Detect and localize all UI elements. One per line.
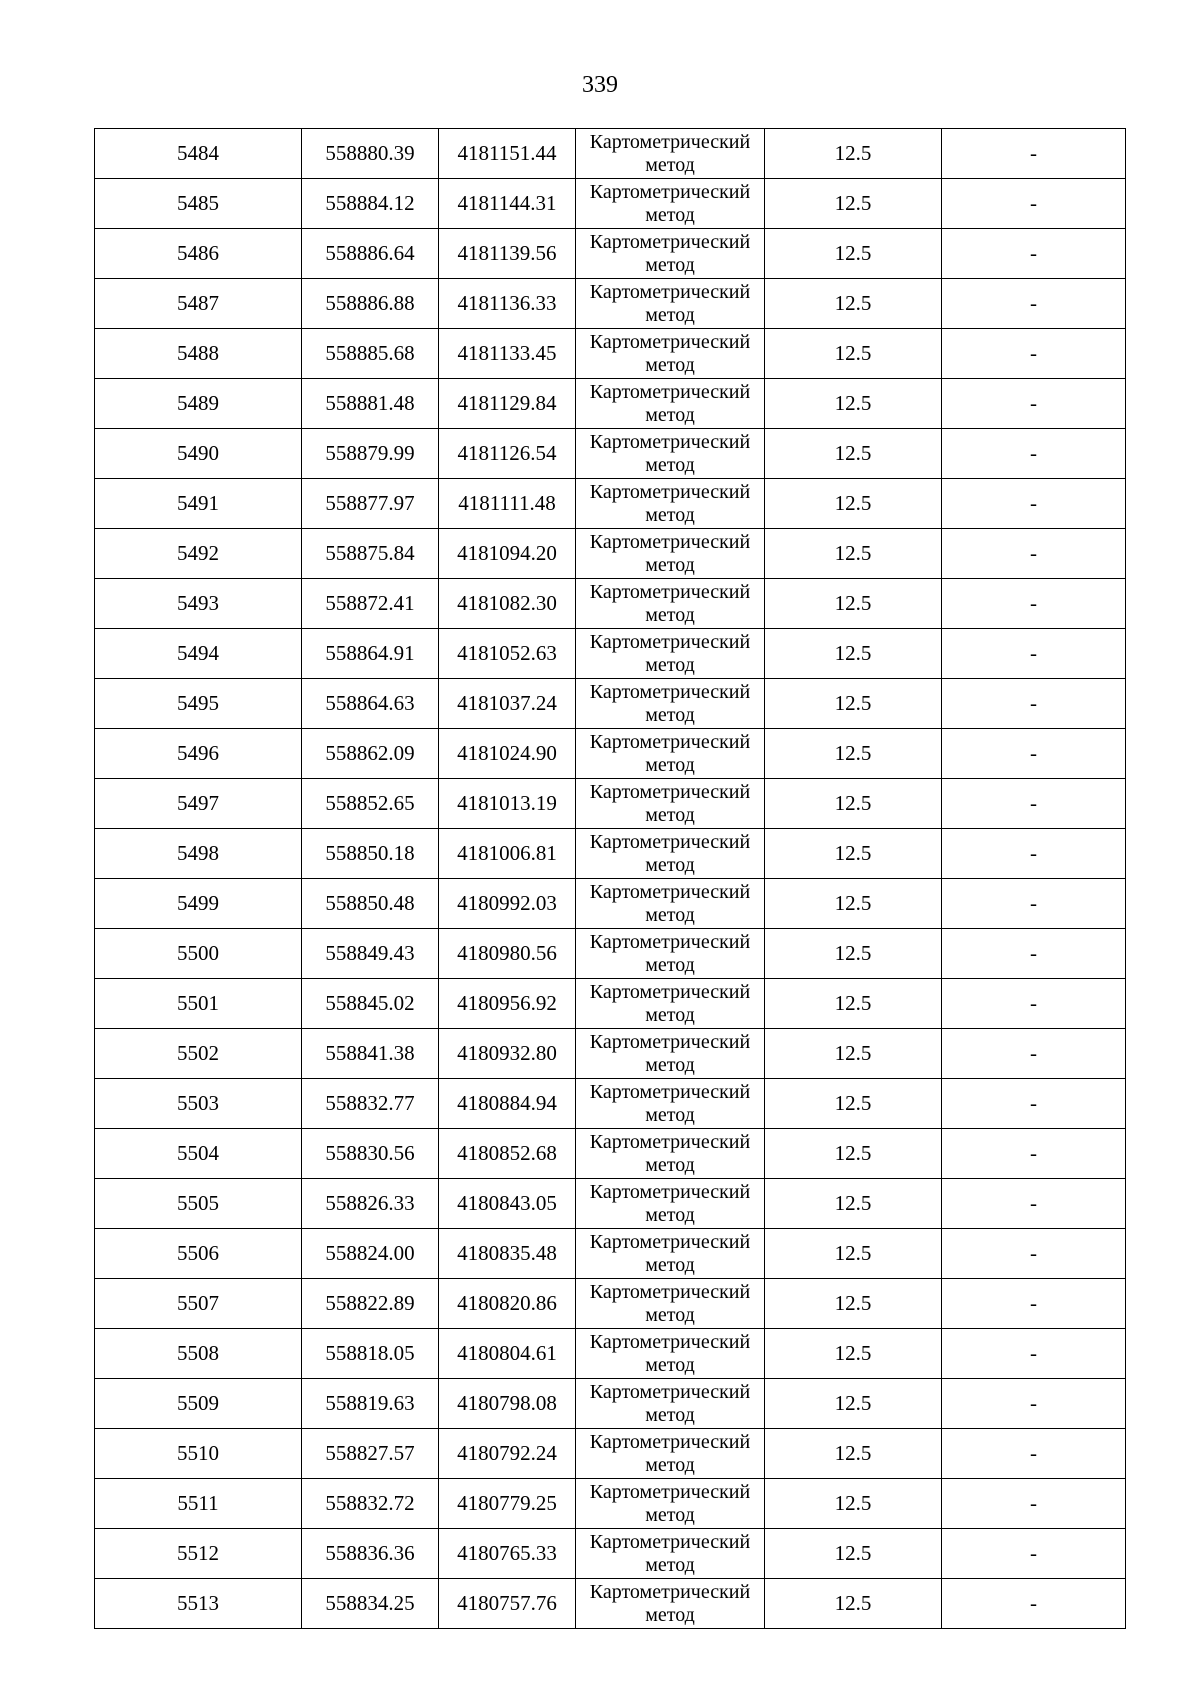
table-row (95, 1079, 1126, 1129)
x-coordinate-cell: 558822.89 (302, 1279, 439, 1329)
accuracy-cell: 12.5 (765, 1279, 942, 1329)
x-coordinate-cell: 558834.25 (302, 1579, 439, 1629)
note-cell: - (942, 229, 1126, 279)
method-cell (576, 329, 765, 379)
accuracy-cell: 12.5 (765, 779, 942, 829)
accuracy-cell: 12.5 (765, 129, 942, 179)
note-cell: - (942, 629, 1126, 679)
note-cell: - (942, 1529, 1126, 1579)
accuracy-cell: 12.5 (765, 1479, 942, 1529)
table-row (95, 829, 1126, 879)
y-coordinate-cell: 4181151.44 (439, 129, 576, 179)
table-row (95, 629, 1126, 679)
table-row (95, 1279, 1126, 1329)
accuracy-cell: 12.5 (765, 729, 942, 779)
table-row (95, 579, 1126, 629)
point-number-cell: 5487 (95, 279, 302, 329)
x-coordinate-cell: 558845.02 (302, 979, 439, 1029)
point-number-cell: 5513 (95, 1579, 302, 1629)
x-coordinate-cell: 558836.36 (302, 1529, 439, 1579)
x-coordinate-cell: 558879.99 (302, 429, 439, 479)
point-number-cell: 5501 (95, 979, 302, 1029)
accuracy-cell: 12.5 (765, 1079, 942, 1129)
method-line-1: Картометрический (589, 1130, 751, 1153)
method-cell (576, 1129, 765, 1179)
table-row (95, 479, 1126, 529)
method-cell (576, 779, 765, 829)
method-line-1: Картометрический (589, 880, 751, 903)
accuracy-cell: 12.5 (765, 529, 942, 579)
point-number-cell: 5488 (95, 329, 302, 379)
table-row (95, 1329, 1126, 1379)
method-line-1: Картометрический (589, 230, 751, 253)
method-line-2: метод (645, 1253, 695, 1276)
x-coordinate-cell: 558832.77 (302, 1079, 439, 1129)
table-row (95, 879, 1126, 929)
x-coordinate-cell: 558864.91 (302, 629, 439, 679)
method-line-2: метод (645, 653, 695, 676)
table-row (95, 1179, 1126, 1229)
y-coordinate-cell: 4180852.68 (439, 1129, 576, 1179)
table-row (95, 1529, 1126, 1579)
y-coordinate-cell: 4180798.08 (439, 1379, 576, 1429)
method-line-1: Картометрический (589, 1280, 751, 1303)
y-coordinate-cell: 4181024.90 (439, 729, 576, 779)
table-row (95, 129, 1126, 179)
note-cell: - (942, 1079, 1126, 1129)
method-line-1: Картометрический (589, 580, 751, 603)
method-line-2: метод (645, 453, 695, 476)
method-cell (576, 229, 765, 279)
y-coordinate-cell: 4180792.24 (439, 1429, 576, 1479)
method-cell (576, 1429, 765, 1479)
method-line-1: Картометрический (589, 1530, 751, 1553)
accuracy-cell: 12.5 (765, 979, 942, 1029)
table-body (95, 129, 1126, 1629)
x-coordinate-cell: 558886.64 (302, 229, 439, 279)
method-line-1: Картометрический (589, 1330, 751, 1353)
table-row (95, 1029, 1126, 1079)
accuracy-cell: 12.5 (765, 579, 942, 629)
point-number-cell: 5496 (95, 729, 302, 779)
x-coordinate-cell: 558849.43 (302, 929, 439, 979)
method-line-1: Картометрический (589, 830, 751, 853)
point-number-cell: 5486 (95, 229, 302, 279)
point-number-cell: 5499 (95, 879, 302, 929)
method-cell (576, 1229, 765, 1279)
accuracy-cell: 12.5 (765, 1429, 942, 1479)
page-number: 339 (582, 72, 618, 98)
note-cell: - (942, 1029, 1126, 1079)
method-cell (576, 429, 765, 479)
table-row (95, 1579, 1126, 1629)
note-cell: - (942, 779, 1126, 829)
point-number-cell: 5495 (95, 679, 302, 729)
table-row (95, 379, 1126, 429)
accuracy-cell: 12.5 (765, 479, 942, 529)
point-number-cell: 5512 (95, 1529, 302, 1579)
note-cell: - (942, 979, 1126, 1029)
note-cell: - (942, 729, 1126, 779)
accuracy-cell: 12.5 (765, 229, 942, 279)
method-cell (576, 379, 765, 429)
point-number-cell: 5506 (95, 1229, 302, 1279)
method-line-1: Картометрический (589, 1080, 751, 1103)
note-cell: - (942, 929, 1126, 979)
note-cell: - (942, 1179, 1126, 1229)
method-line-1: Картометрический (589, 330, 751, 353)
note-cell: - (942, 1129, 1126, 1179)
y-coordinate-cell: 4181136.33 (439, 279, 576, 329)
y-coordinate-cell: 4180843.05 (439, 1179, 576, 1229)
accuracy-cell: 12.5 (765, 1129, 942, 1179)
method-line-2: метод (645, 803, 695, 826)
x-coordinate-cell: 558872.41 (302, 579, 439, 629)
method-cell (576, 579, 765, 629)
accuracy-cell: 12.5 (765, 1329, 942, 1379)
point-number-cell: 5510 (95, 1429, 302, 1479)
y-coordinate-cell: 4180992.03 (439, 879, 576, 929)
point-number-cell: 5491 (95, 479, 302, 529)
x-coordinate-cell: 558841.38 (302, 1029, 439, 1079)
method-line-2: метод (645, 1103, 695, 1126)
method-cell (576, 479, 765, 529)
method-cell (576, 1579, 765, 1629)
x-coordinate-cell: 558881.48 (302, 379, 439, 429)
point-number-cell: 5504 (95, 1129, 302, 1179)
point-number-cell: 5503 (95, 1079, 302, 1129)
point-number-cell: 5492 (95, 529, 302, 579)
method-cell (576, 879, 765, 929)
method-line-1: Картометрический (589, 1030, 751, 1053)
y-coordinate-cell: 4180980.56 (439, 929, 576, 979)
x-coordinate-cell: 558877.97 (302, 479, 439, 529)
method-cell (576, 1379, 765, 1429)
x-coordinate-cell: 558827.57 (302, 1429, 439, 1479)
method-line-2: метод (645, 1603, 695, 1626)
note-cell: - (942, 1429, 1126, 1479)
x-coordinate-cell: 558830.56 (302, 1129, 439, 1179)
y-coordinate-cell: 4181052.63 (439, 629, 576, 679)
method-line-2: метод (645, 1153, 695, 1176)
y-coordinate-cell: 4180835.48 (439, 1229, 576, 1279)
method-cell (576, 1179, 765, 1229)
method-line-1: Картометрический (589, 1380, 751, 1403)
point-number-cell: 5508 (95, 1329, 302, 1379)
note-cell: - (942, 1329, 1126, 1379)
point-number-cell: 5509 (95, 1379, 302, 1429)
table-row (95, 929, 1126, 979)
method-cell (576, 1479, 765, 1529)
method-line-2: метод (645, 353, 695, 376)
method-line-2: метод (645, 1003, 695, 1026)
method-line-1: Картометрический (589, 1180, 751, 1203)
table-row (95, 779, 1126, 829)
method-line-1: Картометрический (589, 430, 751, 453)
y-coordinate-cell: 4180757.76 (439, 1579, 576, 1629)
x-coordinate-cell: 558832.72 (302, 1479, 439, 1529)
point-number-cell: 5500 (95, 929, 302, 979)
y-coordinate-cell: 4181111.48 (439, 479, 576, 529)
method-line-2: метод (645, 603, 695, 626)
x-coordinate-cell: 558852.65 (302, 779, 439, 829)
method-line-1: Картометрический (589, 930, 751, 953)
note-cell: - (942, 1579, 1126, 1629)
accuracy-cell: 12.5 (765, 679, 942, 729)
table-row (95, 1129, 1126, 1179)
method-cell (576, 1079, 765, 1129)
table-row (95, 1229, 1126, 1279)
method-cell (576, 129, 765, 179)
accuracy-cell: 12.5 (765, 179, 942, 229)
x-coordinate-cell: 558885.68 (302, 329, 439, 379)
accuracy-cell: 12.5 (765, 629, 942, 679)
method-line-2: метод (645, 303, 695, 326)
note-cell: - (942, 679, 1126, 729)
method-line-1: Картометрический (589, 1480, 751, 1503)
method-line-2: метод (645, 1203, 695, 1226)
point-number-cell: 5484 (95, 129, 302, 179)
accuracy-cell: 12.5 (765, 879, 942, 929)
y-coordinate-cell: 4181139.56 (439, 229, 576, 279)
note-cell: - (942, 129, 1126, 179)
x-coordinate-cell: 558824.00 (302, 1229, 439, 1279)
method-line-1: Картометрический (589, 980, 751, 1003)
x-coordinate-cell: 558850.48 (302, 879, 439, 929)
accuracy-cell: 12.5 (765, 1179, 942, 1229)
note-cell: - (942, 1479, 1126, 1529)
note-cell: - (942, 1229, 1126, 1279)
point-number-cell: 5485 (95, 179, 302, 229)
method-line-1: Картометрический (589, 630, 751, 653)
accuracy-cell: 12.5 (765, 379, 942, 429)
method-line-2: метод (645, 753, 695, 776)
y-coordinate-cell: 4181013.19 (439, 779, 576, 829)
accuracy-cell: 12.5 (765, 1229, 942, 1279)
table-row (95, 429, 1126, 479)
x-coordinate-cell: 558884.12 (302, 179, 439, 229)
note-cell: - (942, 279, 1126, 329)
method-line-2: метод (645, 1553, 695, 1576)
method-line-2: метод (645, 1303, 695, 1326)
method-line-1: Картометрический (589, 130, 751, 153)
method-line-2: метод (645, 203, 695, 226)
note-cell: - (942, 329, 1126, 379)
accuracy-cell: 12.5 (765, 1379, 942, 1429)
table-row (95, 1379, 1126, 1429)
table-row (95, 979, 1126, 1029)
method-line-1: Картометрический (589, 380, 751, 403)
x-coordinate-cell: 558818.05 (302, 1329, 439, 1379)
method-line-2: метод (645, 1053, 695, 1076)
method-cell (576, 729, 765, 779)
method-line-1: Картометрический (589, 180, 751, 203)
x-coordinate-cell: 558850.18 (302, 829, 439, 879)
method-cell (576, 529, 765, 579)
coordinates-table (94, 128, 1126, 1629)
method-line-1: Картометрический (589, 1430, 751, 1453)
accuracy-cell: 12.5 (765, 279, 942, 329)
accuracy-cell: 12.5 (765, 1029, 942, 1079)
point-number-cell: 5507 (95, 1279, 302, 1329)
table-row (95, 1429, 1126, 1479)
table-row (95, 529, 1126, 579)
y-coordinate-cell: 4181129.84 (439, 379, 576, 429)
point-number-cell: 5511 (95, 1479, 302, 1529)
accuracy-cell: 12.5 (765, 1579, 942, 1629)
y-coordinate-cell: 4181037.24 (439, 679, 576, 729)
accuracy-cell: 12.5 (765, 929, 942, 979)
note-cell: - (942, 529, 1126, 579)
note-cell: - (942, 379, 1126, 429)
table-row (95, 229, 1126, 279)
method-cell (576, 1279, 765, 1329)
note-cell: - (942, 579, 1126, 629)
x-coordinate-cell: 558819.63 (302, 1379, 439, 1429)
table-row (95, 279, 1126, 329)
y-coordinate-cell: 4181094.20 (439, 529, 576, 579)
method-cell (576, 1329, 765, 1379)
point-number-cell: 5489 (95, 379, 302, 429)
y-coordinate-cell: 4180932.80 (439, 1029, 576, 1079)
note-cell: - (942, 1279, 1126, 1329)
method-line-1: Картометрический (589, 530, 751, 553)
point-number-cell: 5502 (95, 1029, 302, 1079)
point-number-cell: 5493 (95, 579, 302, 629)
table-row (95, 729, 1126, 779)
method-line-2: метод (645, 153, 695, 176)
y-coordinate-cell: 4181006.81 (439, 829, 576, 879)
y-coordinate-cell: 4180804.61 (439, 1329, 576, 1379)
method-line-1: Картометрический (589, 780, 751, 803)
method-line-1: Картометрический (589, 730, 751, 753)
x-coordinate-cell: 558826.33 (302, 1179, 439, 1229)
y-coordinate-cell: 4180820.86 (439, 1279, 576, 1329)
method-cell (576, 1529, 765, 1579)
x-coordinate-cell: 558875.84 (302, 529, 439, 579)
method-line-2: метод (645, 1353, 695, 1376)
accuracy-cell: 12.5 (765, 329, 942, 379)
x-coordinate-cell: 558862.09 (302, 729, 439, 779)
method-line-2: метод (645, 503, 695, 526)
method-line-2: метод (645, 903, 695, 926)
method-line-2: метод (645, 553, 695, 576)
point-number-cell: 5490 (95, 429, 302, 479)
method-line-1: Картометрический (589, 480, 751, 503)
x-coordinate-cell: 558886.88 (302, 279, 439, 329)
y-coordinate-cell: 4180765.33 (439, 1529, 576, 1579)
y-coordinate-cell: 4181133.45 (439, 329, 576, 379)
accuracy-cell: 12.5 (765, 429, 942, 479)
y-coordinate-cell: 4181126.54 (439, 429, 576, 479)
method-cell (576, 179, 765, 229)
x-coordinate-cell: 558864.63 (302, 679, 439, 729)
x-coordinate-cell: 558880.39 (302, 129, 439, 179)
note-cell: - (942, 179, 1126, 229)
y-coordinate-cell: 4180779.25 (439, 1479, 576, 1529)
note-cell: - (942, 1379, 1126, 1429)
table-row (95, 1479, 1126, 1529)
accuracy-cell: 12.5 (765, 829, 942, 879)
method-line-2: метод (645, 253, 695, 276)
point-number-cell: 5494 (95, 629, 302, 679)
y-coordinate-cell: 4181082.30 (439, 579, 576, 629)
note-cell: - (942, 829, 1126, 879)
method-cell (576, 929, 765, 979)
point-number-cell: 5505 (95, 1179, 302, 1229)
y-coordinate-cell: 4180884.94 (439, 1079, 576, 1129)
method-cell (576, 829, 765, 879)
method-cell (576, 1029, 765, 1079)
table-row (95, 679, 1126, 729)
method-line-2: метод (645, 403, 695, 426)
accuracy-cell: 12.5 (765, 1529, 942, 1579)
note-cell: - (942, 429, 1126, 479)
method-line-2: метод (645, 1503, 695, 1526)
method-line-1: Картометрический (589, 680, 751, 703)
method-line-1: Картометрический (589, 280, 751, 303)
y-coordinate-cell: 4180956.92 (439, 979, 576, 1029)
method-line-2: метод (645, 853, 695, 876)
table-row (95, 179, 1126, 229)
method-line-2: метод (645, 953, 695, 976)
method-line-1: Картометрический (589, 1580, 751, 1603)
note-cell: - (942, 479, 1126, 529)
method-cell (576, 979, 765, 1029)
y-coordinate-cell: 4181144.31 (439, 179, 576, 229)
method-line-2: метод (645, 1403, 695, 1426)
note-cell: - (942, 879, 1126, 929)
method-line-2: метод (645, 1453, 695, 1476)
method-cell (576, 279, 765, 329)
method-cell (576, 629, 765, 679)
method-line-1: Картометрический (589, 1230, 751, 1253)
method-line-2: метод (645, 703, 695, 726)
method-cell (576, 679, 765, 729)
table-row (95, 329, 1126, 379)
point-number-cell: 5498 (95, 829, 302, 879)
point-number-cell: 5497 (95, 779, 302, 829)
